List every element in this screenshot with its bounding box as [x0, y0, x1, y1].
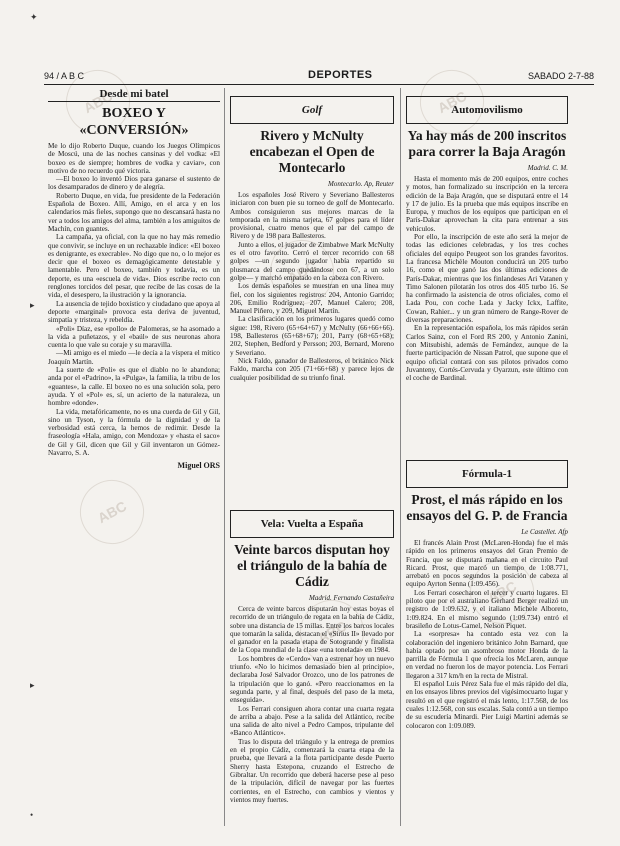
paragraph: Nick Faldo, ganador de Ballesteros, el británico Nick Faldo, marcha con 205 (71+66+68) y parece lejos de cualquier posibilidad de su triunfo final. — [230, 356, 394, 382]
binding-mark: ✦ — [30, 12, 38, 22]
abc-watermark: ABC — [69, 469, 156, 556]
page-number: 94 / A B C — [44, 71, 85, 81]
paragraph: En la representación española, los más rápidos serán Carlos Sainz, con el Ford RS 200, y Antonio Zanini, con Mitsubishi, además de Fernández, aunque de la fuerte participación de Nissan Patrol, que supone que el equipo oficial contará con sus pilotos privados como Juvanteny, Cortés-Cervuda y Oyarzun, este último con el coche de Bardinal. — [406, 324, 568, 383]
paragraph: Los demás españoles se muestran en una línea muy fiel, con los siguientes registros: 204, Antonio Garrido; 206, Emilio Rodríguez; 207, Manuel Calero; 208, Manuel Piñero, y 209, Miguel Martín. — [230, 282, 394, 316]
section-box-vela: Vela: Vuelta a España — [230, 510, 394, 538]
paragraph: Los hombres de «Cerdo» van a estrenar hoy un nuevo triunfo. «No lo hicimos demasiado bien al principio», declaraba José Salvador Orozco, uno de los patrones de la tripulación que lo ganó. «Pero reaccionamos en la segunda parte, y al final, después del paso de la meta, enseguida». — [230, 654, 394, 705]
section-title: DEPORTES — [308, 69, 373, 81]
abc-watermark: ABC — [459, 549, 546, 636]
headline-golf: Rivero y McNulty encabezan el Open de Montecarlo — [249, 128, 375, 175]
column-desde-mi-batel — [48, 88, 220, 828]
abc-watermark: ABC — [259, 229, 346, 316]
byline-vela: Madrid. Fernando Castañeira — [309, 594, 394, 602]
paragraph: Los Ferrari consiguen ahora contar una cuarta regata de arriba a abajo. Pese a la salida del Atlántico, recibe una salida de alto nivel a Pedro Campos, tripulante del «Banco Atlántico». — [230, 704, 394, 738]
headline-formula1: Prost, el más rápido en los ensayos del G. P. de Francia — [406, 492, 568, 523]
article-automovilismo — [406, 96, 568, 382]
binding-mark: ▸ — [30, 300, 35, 310]
binding-mark: ▸ — [30, 680, 35, 690]
issue-date: SABADO 2-7-88 — [527, 71, 594, 81]
column-rule — [400, 88, 401, 826]
paragraph: El francés Alain Prost (McLaren-Honda) fue el más rápido en los primeros ensayos del Gran Premio de Francia, que se disputará mañana en el circuito Paul Ricard. Prost, que marcó un tiempo de 1:08.771, arrebató en pocos segundos la posición de cabeza al equipo Ayrton Senna (1:09.456). — [406, 539, 568, 589]
paragraph: «Poli» Díaz, ese «pollo» de Palomeras, se ha asomado a la vida a puñetazos, y el «baúl» de sus neuronas ahora cuenta lo que vale su coraje y su maravilla. — [48, 324, 220, 350]
paragraph: Me lo dijo Roberto Duque, cuando los Juegos Olímpicos de Moscú, una de las noches cansinas y del vodka: «El boxeo es de siempre; hombres de vodka y caviar», con motivo de no recuerdo qué victoria. — [48, 142, 220, 175]
paragraph: La campaña, ya oficial, con la que no hay más remedio que convivir, se incluye en un rechazable índice: «El boxeo es denigrante, es execrable». No digo que no, o lo mejor es decir que el boxeo es demagógicamente detestable y lamentable. Pero el boxeo, también y todavía, es un deporte, es una «escuela de vida». Dios escribe recto con renglones torcidos del pesar, que recibe de las cosas de la vida, el desespero, la ilustración y la ignorancia. — [48, 233, 220, 300]
paragraph: Por ello, la inscripción de este año será la mejor de todas las ediciones celebradas, y los tres coches oficiales del equipo Peugeot son los grandes favoritos. La francesa Michèle Mouton conducirá un 205 turbo 16, como el que ganó las dos últimas ediciones de París-Dakar, mientras que los finlandeses Ari Vatanen y Timo Salonen pilotarán los otros dos 405 turbo 16. Se ha confirmado la asistencia de otros oficiales, como el Lada Pou, con coche Lada y Jacky Ickx, Laffite, Cowan, Rahier... y un gran número de Range-Rover de diversas preparaciones. — [406, 233, 568, 325]
binding-mark: • — [30, 810, 34, 820]
paragraph: Hasta el momento más de 200 equipos, entre coches y motos, han formalizado su inscripción en la tercera edición de la Baja Aragón, que se disputará entre el 14 y 17 de julio. Es la prueba que más equipos inscribe en Europa, y muchos de los equipos que participan en el París-Dakar aprovechan la cita para entrenar a sus vehículos. — [406, 175, 568, 233]
paragraph: La «sorpresa» ha contado esta vez con la colaboración del ingeniero británico John Barnard, que había optado por un asombroso motor Honda de la parrilla de Fórmula 1 que ofrecía los McLaren, aunque en verdad no fueron los de mayor potencia. Los Ferrari llegaron a 317 km/h en la recta de Mistral. — [406, 630, 568, 680]
paragraph: La ausencia de tejido boxístico y ciudadano que apoya al deporte «marginal» provoca esta deriva de juventud, simpatía y tristeza, y rebeldía. — [48, 299, 220, 325]
byline-formula1: Le Castellet. Afp — [521, 528, 568, 536]
paragraph: El español Luis Pérez Sala fue el más rápido del día, en los ensayos libres previos del vigésimocuarto lugar y resultó en el que registró el más lento, 1:17.568, de los cuales 1:12.568, con sus escalas. Sala contó a un tiempo de su escudería Minardi. Pier Luigi Martini además se colocaron con 1:09.089. — [406, 680, 568, 730]
paragraph: La clasificación en los primeros lugares quedó como sigue: 198, Rivero (65+64+67) y McNulty (66+66+66). 198, Ballesteros (65+68+67); 201, Parry (68+65+68); 202, Stephen, Bedford y Persson; 203, Bernard, Moreno y Severiano. — [230, 315, 394, 357]
section-box-formula1: Fórmula-1 — [406, 460, 568, 488]
article-formula1 — [406, 460, 568, 730]
abc-watermark: ABC — [289, 589, 376, 676]
paragraph: Tras lo disputa del triángulo y la entrega de premios en el propio Cádiz, comenzará la cuarta etapa de la prueba, que llevará a la flota participante desde Puerto Sherry hasta Estepona, cruzando el Estrecho de Gibraltar. Un recorrido que deberá hacerse pese al peso de la tripulación, difícil de navegar por las fuertes corrientes, en el Estrecho, con cambios y vientos y vientos muy fuertes. — [230, 737, 394, 804]
byline-automovilismo: Madrid. C. M. — [527, 164, 568, 172]
article-golf — [230, 96, 394, 382]
column-rule — [224, 88, 225, 826]
author-signature: Miguel ORS — [177, 461, 220, 471]
paragraph: La suerte de «Poli» es que el diablo no le abandona; anda por el «Padrino», la «Pulga», la familia, la tribu de los «guantes», la calle. El boxeo no es una solución sola, pero ayuda. Y el «Pol» es, sí, un acierto de la naturaleza, un hombre «donde». — [48, 366, 220, 408]
paragraph: Cerca de veinte barcos disputarán hoy estas boyas el recorrido de un triángulo de regata en la bahía de Cádiz, sobre una distancia de 15 millas. Entre los barcos locales que tomarán la salida, destacan el «Sirius II» llevado por el ganador en la pasada etapa de Sotogrande y finalista de la Copa mundial de la clase «una tonelada» en 1984. — [230, 605, 394, 655]
byline-golf: Montecarlo. Ap, Reuter — [328, 180, 394, 188]
article-vela — [230, 510, 394, 804]
paragraph: Los españoles José Rivero y Severiano Ballesteros iniciaron con buen pie su torneo de golf de Montecarlo. Ambos consiguieron sus mejores marcas de la temporada en la misma tarjeta, 67 golpes para el líder provisional, cuatro menos que el par del campo de Rivero y de 198 para Ballesteros. — [230, 191, 394, 241]
paragraph: —Mi amigo es el miedo —le decía a la víspera el mítico Joaquín Martín. — [48, 349, 220, 366]
column-kicker: Desde mi batel — [48, 88, 220, 102]
paragraph: Junto a ellos, el jugador de Zimbabwe Mark McNulty es el otro favorito. Cerró el tercer recorrido con 68 golpes —un segundo jugador había repartido su plusmarca del campo quedándose con 67, a un solo golpe— y marchó empatado en la cabeza con Rivero. — [230, 240, 394, 282]
running-header — [44, 70, 594, 85]
paragraph: —El boxeo lo inventó Dios para ganarse el sustento de los desamparados de dinero y de alegría. — [48, 175, 220, 192]
headline-vela: Veinte barcos disputan hoy el triángulo de la bahía de Cádiz — [234, 542, 390, 589]
paragraph: La vida, metafóricamente, no es una cuerda de Gil y Gil, sino un Tyson, y la fórmula de la dignidad y de la verbosidad está cerca, la hemos de redimir. Desde la fraseología «Hala, amigo, con Mendoza» y «hasta el saco» de Gil y Gil, dicen que Gil y Gil inventaron un Gómez-Navarro, S. A. — [48, 407, 220, 457]
section-box-automovilismo: Automovilismo — [406, 96, 568, 124]
section-box-golf: Golf — [230, 96, 394, 124]
column-headline: BOXEO Y «CONVERSIÓN» — [79, 106, 189, 138]
paragraph: Los Ferrari cosecharon el tercer y cuarto lugares. El piloto que por el australiano Gerhard Berger realizó un registro de 1:09.632, y el italiano Michele Alboreto, 1:09.824. En el mismo segundo (1:09.734) entró el brasileño de Lotus-Camel, Nelson Piquet. — [406, 588, 568, 630]
abc-watermark: ABC — [409, 59, 496, 146]
paragraph: Roberto Duque, en vida, fue presidente de la Federación Española de Boxeo. Allí, Amigo, en el arca y en los calendarios más fieles, supongo que no descansará hasta no ver a todos los amigos del alma, también a los amiguitos de Machín, con guantes. — [48, 191, 220, 233]
abc-watermark: ABC — [55, 59, 142, 146]
headline-automovilismo: Ya hay más de 200 inscritos para correr la Baja Aragón — [407, 128, 567, 159]
